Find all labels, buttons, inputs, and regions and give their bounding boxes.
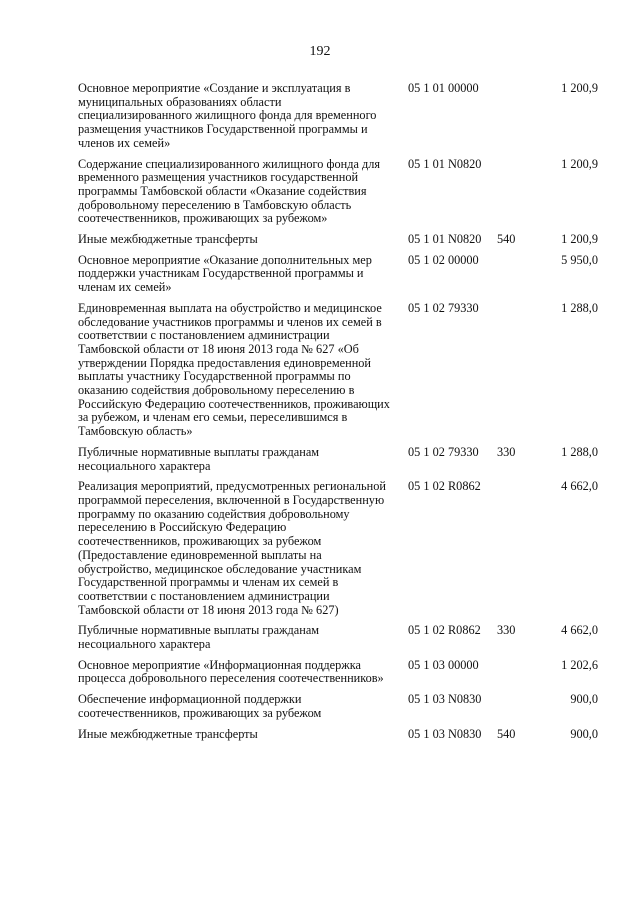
row-code: 05 1 02 79330 [408,444,479,459]
row-amount: 4 662,0 [561,623,598,638]
row-code: 05 1 03 N0830 [408,726,482,741]
row-description: Иные межбюджетные трансферты [78,726,258,741]
table-row [0,158,640,227]
row-expense-type: 540 [497,232,516,247]
page-number: 192 [309,44,331,59]
table-row [0,302,640,439]
table-row [0,693,640,720]
row-amount: 900,0 [570,726,598,741]
table-row [0,624,640,651]
row-description: Иные межбюджетные трансферты [78,232,258,247]
row-description: Содержание специализированного жилищного фонда для временного размещения участников государственной программы Тамбовской области «Оказание содействия добровольному переселению в Тамбовскую область соотечественников, проживающих за рубежом» [78,156,381,226]
row-code: 05 1 02 79330 [408,300,479,315]
row-code: 05 1 02 R0862 [408,479,481,494]
table-row [0,233,640,247]
row-description: Публичные нормативные выплаты гражданам несоциального характера [78,623,320,652]
table-row [0,659,640,686]
row-code: 05 1 02 00000 [408,252,479,267]
row-amount: 1 288,0 [561,300,598,315]
row-description: Обеспечение информационной поддержки соотечественников, проживающих за рубежом [78,692,322,720]
row-code: 05 1 01 N0820 [408,232,482,247]
table-row [0,480,640,617]
row-code: 05 1 03 00000 [408,657,479,672]
row-amount: 1 200,9 [561,81,598,95]
row-amount: 1 200,9 [561,156,598,171]
row-description: Основное мероприятие «Создание и эксплуатация в муниципальных образованиях области специализированного жилищного фонда для временного размещения участников Государственной программы и членов их семей» [78,81,377,150]
row-description: Основное мероприятие «Информационная поддержка процесса добровольного переселения соотечественников» [78,657,384,686]
row-description: Реализация мероприятий, предусмотренных региональной программой переселения, включенной в Государственную программу по оказанию содействия добровольному переселению в Российскую Федерацию соотечественников, проживающих за рубежом (Предоставление единовременной выплаты на обустройство, медицинское обследование участникам Государственной программы и членам их семей в соответствии с постановлением администрации Тамбовской области от 18 июня 2013 года № 627) [78,479,386,617]
row-amount: 1 200,9 [561,232,598,247]
row-expense-type: 330 [497,444,516,459]
row-amount: 5 950,0 [561,252,598,267]
row-description: Основное мероприятие «Оказание дополнительных мер поддержки участникам Государственной программы и членам их семей» [78,252,372,295]
table-row [0,728,640,742]
row-code: 05 1 01 N0820 [408,156,482,171]
row-code: 05 1 03 N0830 [408,692,482,707]
row-code: 05 1 02 R0862 [408,623,481,638]
table-row [0,254,640,295]
table-row [0,446,640,473]
row-amount: 900,0 [570,692,598,707]
row-expense-type: 330 [497,623,516,638]
table-row [0,82,640,151]
row-expense-type: 540 [497,726,516,741]
row-amount: 1 202,6 [561,657,598,672]
row-amount: 1 288,0 [561,444,598,459]
row-description: Публичные нормативные выплаты гражданам несоциального характера [78,444,320,473]
budget-table [0,82,640,748]
row-code: 05 1 01 00000 [408,81,479,95]
row-description: Единовременная выплата на обустройство и медицинское обследование участников программы и членов их семей в соответствии с постановлением администрации Тамбовской области от 18 июня 2013 года № 627 «Об утверждении Порядка предоставления единовременной выплаты участнику Государственной программы по оказанию содействия добровольному переселению в Российскую Федерацию соотечественников, проживающих за рубежом, и членам его семьи, переселившимся в Тамбовскую область» [78,300,390,439]
row-amount: 4 662,0 [561,479,598,494]
